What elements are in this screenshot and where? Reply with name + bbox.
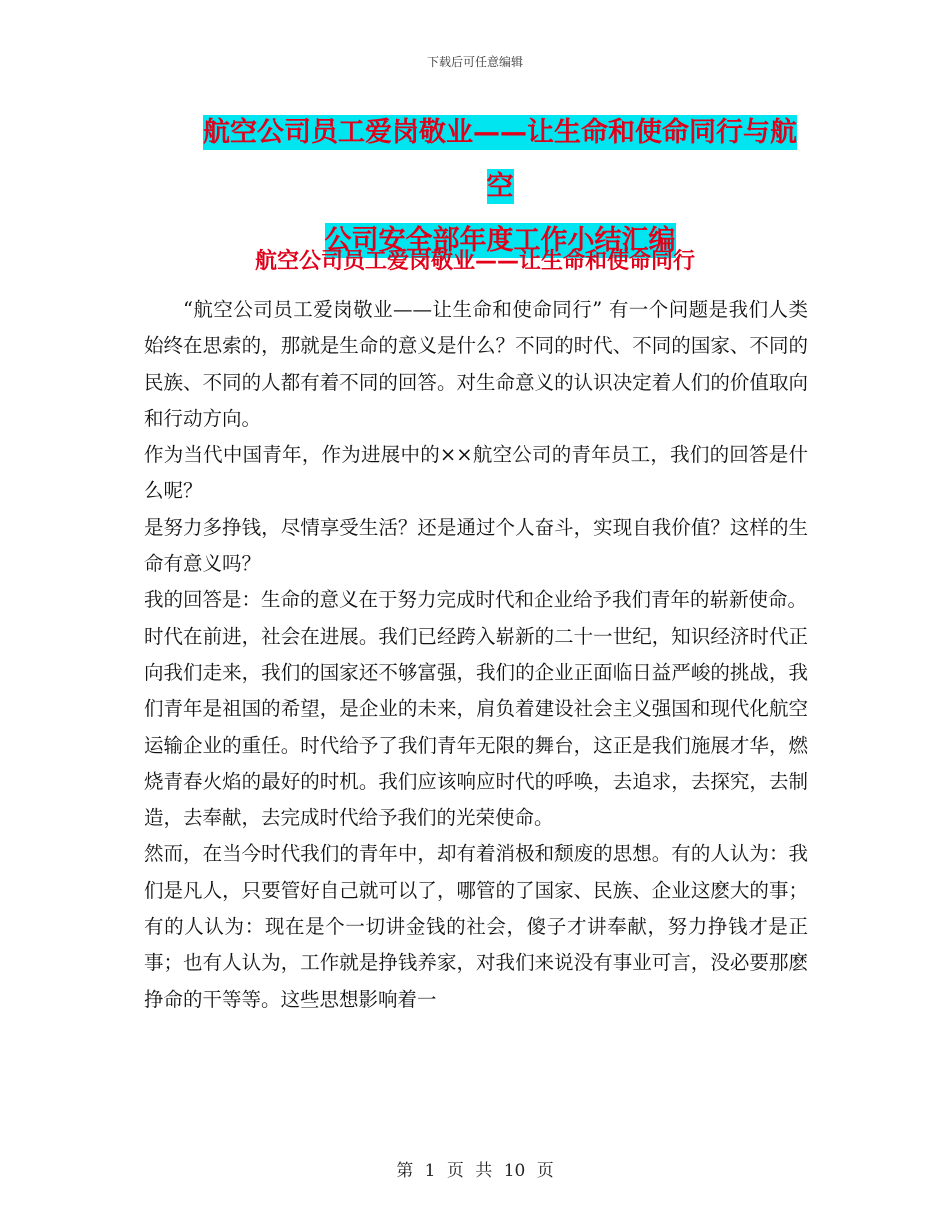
page-footer: 第 1 页 共 10 页: [396, 1161, 554, 1181]
paragraph-1: “航空公司员工爱岗敬业——让生命和使命同行” 有一个问题是我们人类始终在思索的，那就是生命的意义是什么？不同的时代、不同的国家、不同的民族、不同的人都有着不同的回答。对生命意义的认识决定着人们的价值取向和行动方向。: [144, 298, 808, 430]
paragraph-2: 作为当代中国青年，作为进展中的××航空公司的青年员工，我们的回答是什么呢？: [144, 443, 808, 503]
document-body: [144, 292, 808, 1018]
section-heading: 航空公司员工爱岗敬业——让生命和使命同行: [254, 249, 695, 274]
paragraph-6: 然而，在当今时代我们的青年中，却有着消极和颓废的思想。有的人认为：我们是凡人，只要管好自己就可以了，哪管的了国家、民族、企业这麽大的事；有的人认为：现在是个一切讲金钱的社会，傻子才讲奉献，努力挣钱才是正事；也有人认为，工作就是挣钱养家，对我们来说没有事业可言，没必要那麽挣命的干等等。这些思想影响着一: [144, 842, 808, 1011]
paragraph-3: 是努力多挣钱，尽情享受生活？还是通过个人奋斗，实现自我价值？这样的生命有意义吗？: [144, 515, 808, 576]
paragraph-5: 时代在前进，社会在进展。我们已经跨入崭新的二十一世纪，知识经济时代正向我们走来，我们的国家还不够富强，我们的企业正面临日益严峻的挑战，我们青年是祖国的希望，是企业的未来，肩负着建设社会主义强国和现代化航空运输企业的重任。时代给予了我们青年无限的舞台，这正是我们施展才华，燃烧青春火焰的最好的时机。我们应该响应时代的呼唤，去追求，去探究，去制造，去奉献，去完成时代给予我们的光荣使命。: [144, 624, 808, 830]
title-line-2: 公司安全部年度工作小结汇编: [324, 225, 676, 256]
page-header-note: 下载后可任意编辑: [426, 55, 523, 69]
paragraph-4: 我的回答是：生命的意义在于努力完成时代和企业给予我们青年的崭新使命。: [144, 588, 808, 612]
title-line-1: 航空公司员工爱岗敬业——让生命和使命同行与航空: [203, 117, 797, 202]
